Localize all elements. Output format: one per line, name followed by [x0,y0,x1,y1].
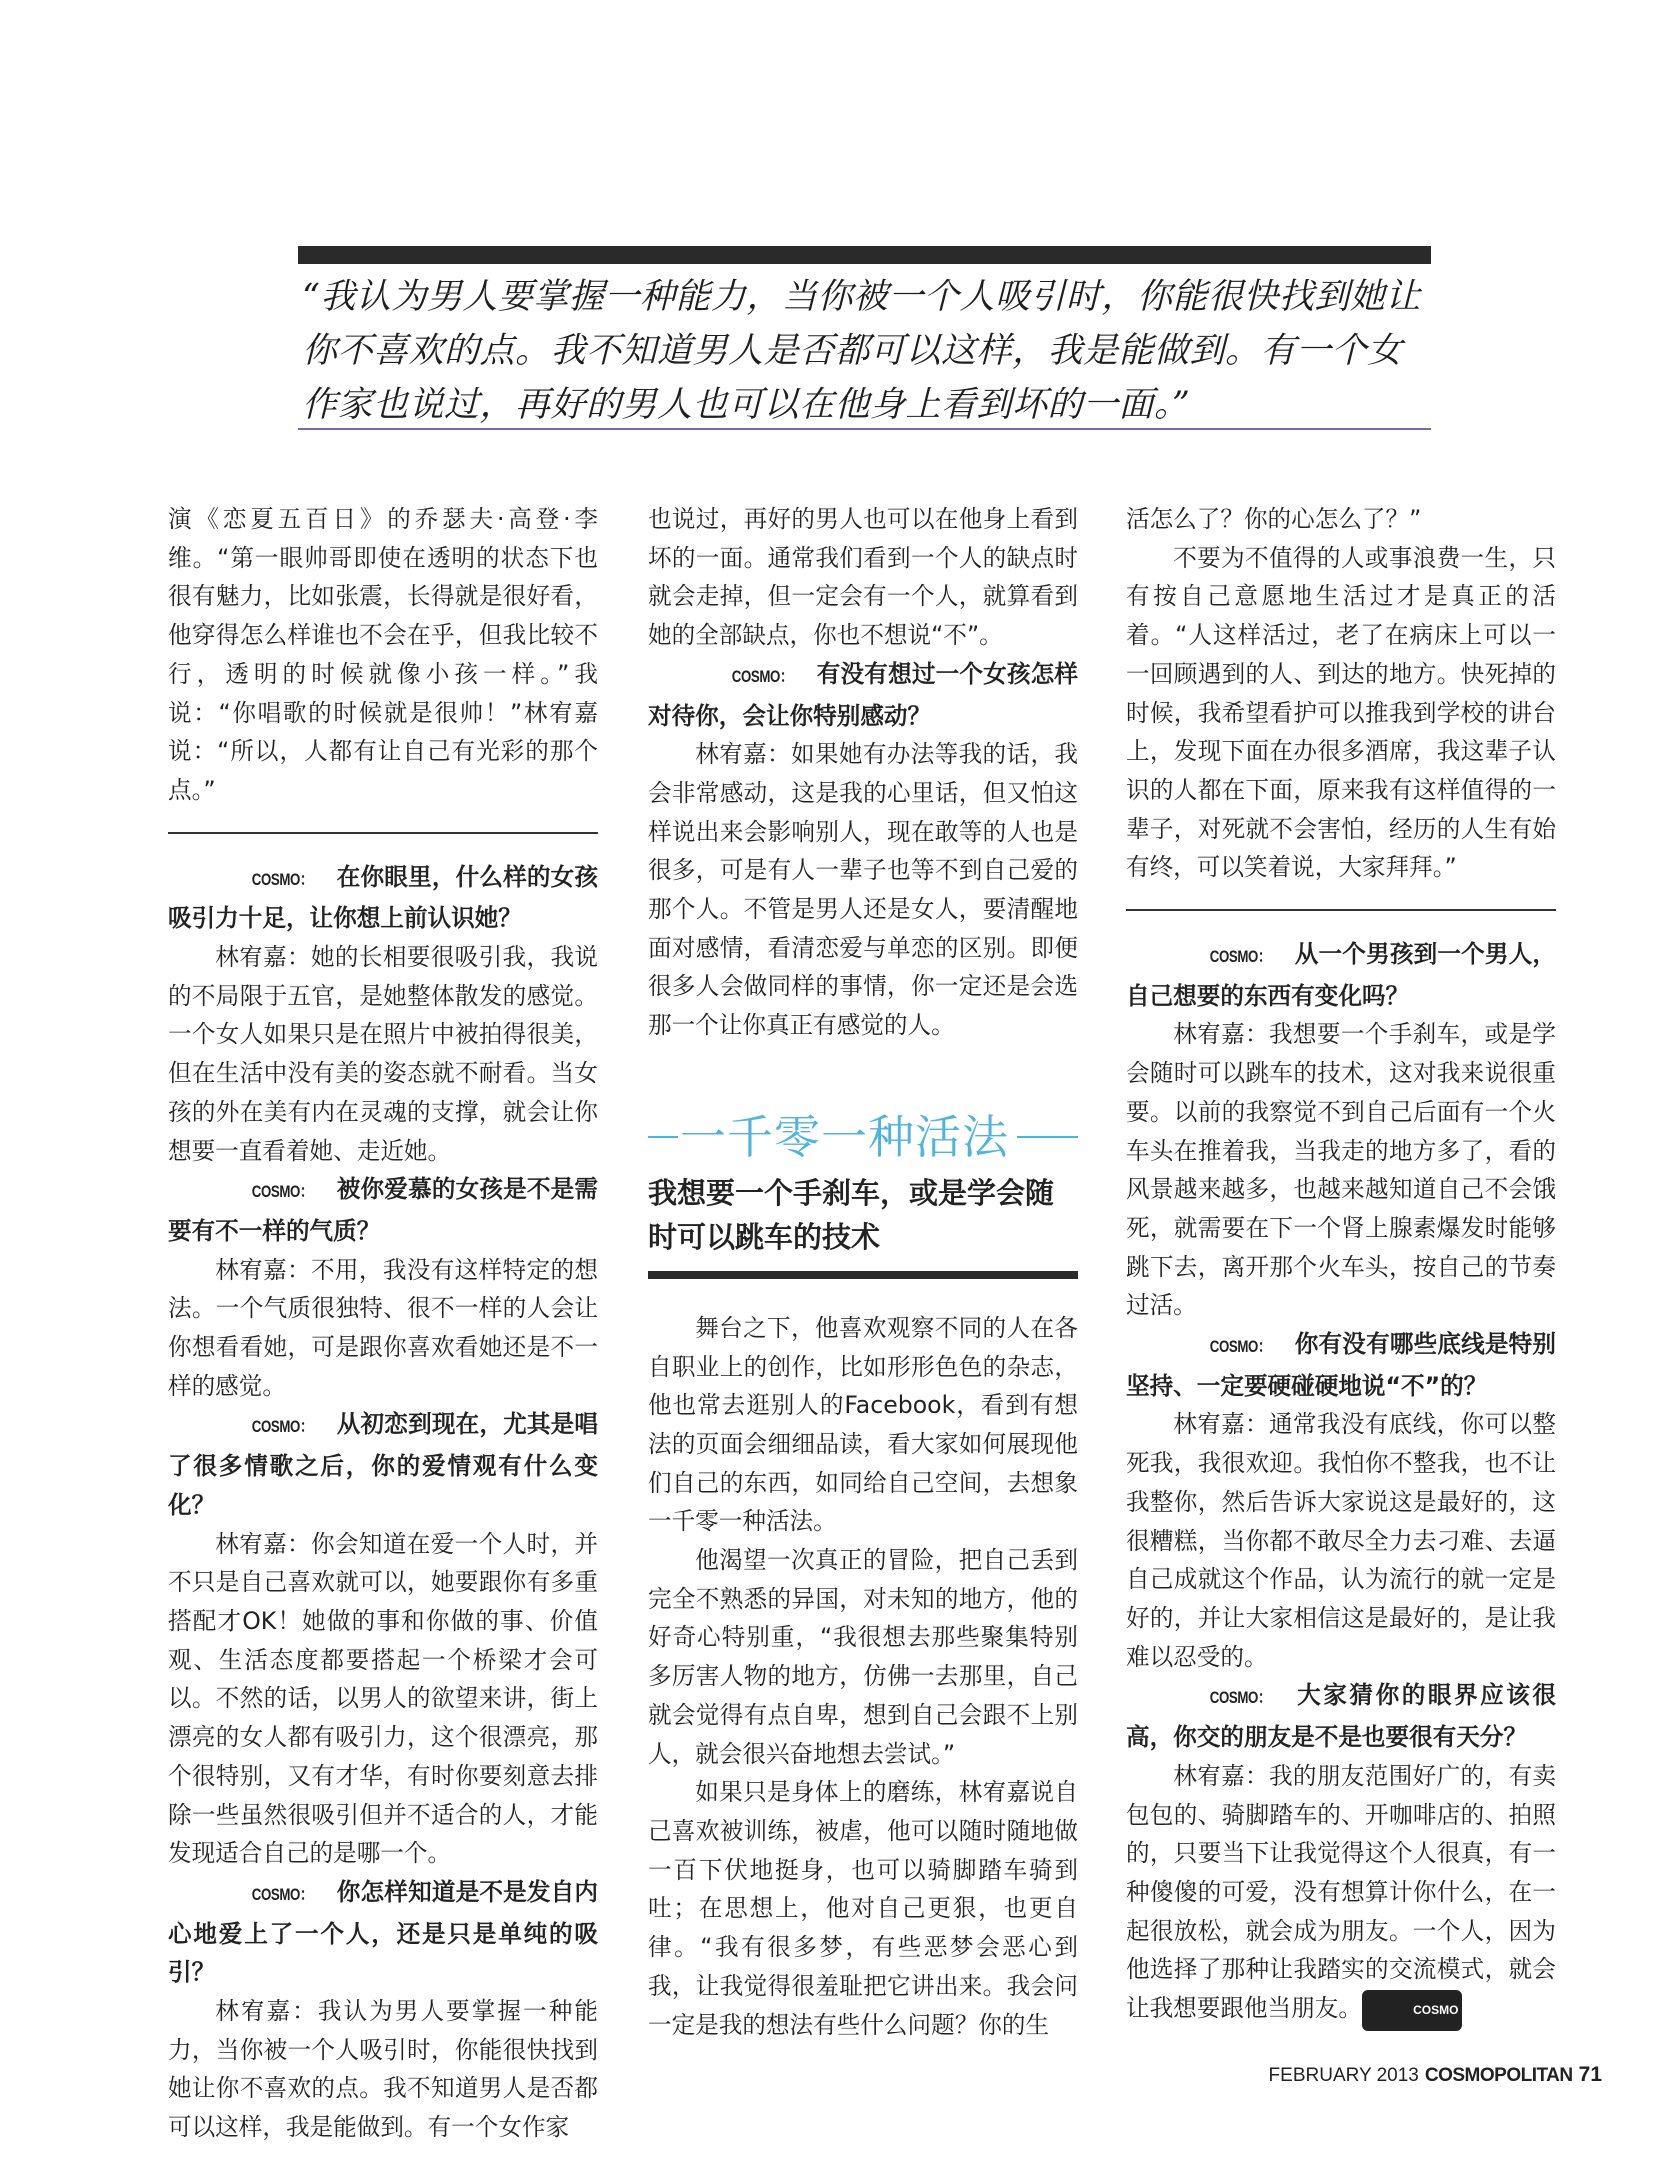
interview-question: COSMO： 有没有想过一个女孩怎样对待你，会让你特别感动？ [648,659,1078,730]
cosmo-label: COSMO： [1209,1688,1272,1708]
paragraph: 也说过，再好的男人也可以在他身上看到坏的一面。通常我们看到一个人的缺点时就会走掉，但一定会有一个人，就算看到她的全部缺点，你也不想说“不”。 [648,505,1078,650]
interview-answer: 林宥嘉：她的长相要很吸引我，我说的不局限于五官，是她整体散发的感觉。一个女人如果只是在照片中被拍得很美，但在生活中没有美的姿态就不耐看。当女孩的外在美有内在灵魂的支撑，就会让你想要一直看着她、走近她。 [168,943,598,1165]
section-header-bar [648,1271,1078,1279]
interview-question: COSMO： 你有没有哪些底线是特别坚持、一定要硬碰硬地说“不”的？ [1126,1330,1556,1400]
interview-answer: 林宥嘉：我的朋友范围好广的，有卖包包的、骑脚踏车的、开咖啡店的、拍照的，只要当下让我觉得这个人很真，有一种傻傻的可爱，没有想算计你什么，在一起很放松，就会成为朋友。一个人，因为他选择了那种让我踏实的交流模式，就会让我想要跟他当朋友。 COSMO [1126,1757,1556,2031]
section-title-dash [1017,1136,1078,1138]
cosmo-label: COSMO： [251,1417,314,1437]
interview-answer: 林宥嘉：如果她有办法等我的话，我会非常感动，这是我的心里话，但又怕这样说出来会影响别人，现在敢等的人也是很多，可是有人一辈子也等不到自己爱的那个人。不管是男人还是女人，要清醒地面对感情，看清恋爱与单恋的区别。即便很多人会做同样的事情，你一定还是会选那一个让你真正有感觉的人。 [648,740,1078,1040]
pull-quote-bottom-rule [298,428,1431,430]
paragraph: 舞台之下，他喜欢观察不同的人在各自职业上的创作，比如形形色色的杂志，他也常去逛别人的Facebook，看到有想法的页面会细细品读，看大家如何展现他们自己的东西，如同给自己空间，去想象一千零一种活法。 [648,1313,1078,1536]
section-title: 一千零一种活法 [680,1109,1009,1164]
divider [1126,909,1556,911]
article-column-2 [648,500,1078,2044]
paragraph: 他渴望一次真正的冒险，把自己丢到完全不熟悉的异国，对未知的地方，他的好奇心特别重，“我很想去那些聚集特别多厉害人物的地方，仿佛一去那里，自己就会觉得有点自卑，想到自己会跟不上别人，就会很兴奋地想去尝试。” [648,1546,1078,1768]
interview-answer: 林宥嘉：通常我没有底线，你可以整死我，我很欢迎。我怕你不整我，也不让我整你，然后告诉大家说这是最好的，这很糟糕，当你都不敢尽全力去刁难、去逼自己成就这个作品，认为流行的就一定是好的，并让大家相信这是最好的，是让我难以忍受的。 [1126,1410,1556,1671]
page-footer [1269,2063,1602,2087]
interview-question: COSMO： 被你爱慕的女孩是不是需要有不一样的气质？ [168,1175,598,1245]
section-subtitle: 我想要一个手刹车，或是学会随时可以跳车的技术 [648,1175,1055,1254]
cosmo-label: COSMO： [1209,947,1272,967]
paragraph: 演《恋夏五百日》的乔瑟夫·高登·李维。“第一眼帅哥即使在透明的状态下也很有魅力，比如张震，长得就是很好看，他穿得怎么样谁也不会在乎，但我比较不行，透明的时候就像小孩一样。”我说：“你唱歌的时候就是很帅！”林宥嘉说：“所以，人都有让自己有光彩的那个点。” [168,505,598,804]
interview-question: COSMO： 大家猜你的眼界应该很高，你交的朋友是不是也要很有天分？ [1126,1681,1556,1752]
cosmo-end-mark: COSMO [1362,1990,1463,2031]
section-title-dash [648,1136,678,1138]
page-number: 71 [1578,2063,1602,2086]
section-header [648,1107,1078,1279]
issue-date: FEBRUARY 2013 [1268,2065,1419,2086]
pull-quote-top-bar [298,246,1431,264]
interview-answer: 林宥嘉：我认为男人要掌握一种能力，当你被一个人吸引时，你能很快找到她让你不喜欢的点。我不知道男人是否都可以这样，我是能做到。有一个女作家 [168,1997,598,2142]
divider [168,832,598,834]
cosmo-label: COSMO： [251,1182,314,1202]
cosmo-label: COSMO： [731,666,794,686]
paragraph: 活怎么了？你的心怎么了？” [1126,505,1422,533]
pull-quote: “我认为男人要掌握一种能力，当你被一个人吸引时，你能很快找到她让你不喜欢的点。我不知道男人是否都可以这样，我是能做到。有一个女作家也说过，再好的男人也可以在他身上看到坏的一面。” [302,277,1421,425]
article-column-1 [168,500,598,2147]
magazine-name: COSMOPOLITAN [1424,2065,1573,2086]
paragraph: 如果只是身体上的磨练，林宥嘉说自己喜欢被训练，被虐，他可以随时随地做一百下伏地挺身，也可以骑脚踏车骑到吐；在思想上，他对自己更狠，也更自律。“我有很多梦，有些恶梦会恶心到我，让我觉得很羞耻把它讲出来。我会问一定是我的想法有些什么问题？你的生 [648,1778,1078,2039]
cosmo-label: COSMO： [1209,1337,1272,1357]
interview-answer: 林宥嘉：我想要一个手刹车，或是学会随时可以跳车的技术，这对我来说很重要。以前的我察觉不到自己后面有一个火车头在推着我，当我走的地方多了，看的风景越来越多，也越来越知道自己不会饿死，就需要在下一个肾上腺素爆发时能够跳下去，离开那个火车头，按自己的节奏过活。 [1126,1020,1556,1320]
article-column-3 [1126,500,1556,2031]
cosmo-label: COSMO： [251,1884,314,1904]
interview-question: COSMO： 在你眼里，什么样的女孩吸引力十足，让你想上前认识她？ [168,862,598,933]
paragraph: 不要为不值得的人或事浪费一生，只有按自己意愿地生活过才是真正的活着。“人这样活过，老了在病床上可以一一回顾遇到的人、到达的地方。快死掉的时候，我希望看护可以推我到学校的讲台上，发现下面在办很多酒席，我这辈子认识的人都在下面，原来我有这样值得的一辈子，对死就不会害怕，经历的人生有始有终，可以笑着说，大家拜拜。” [1126,543,1556,882]
cosmo-label: COSMO： [251,869,314,889]
interview-question: COSMO： 从一个男孩到一个男人，自己想要的东西有变化吗？ [1126,940,1556,1010]
interview-question: COSMO： 你怎样知道是不是发自内心地爱上了一个人，还是只是单纯的吸引？ [168,1877,598,1987]
interview-answer: 林宥嘉：不用，我没有这样特定的想法。一个气质很独特、很不一样的人会让你想看看她，可是跟你喜欢看她还是不一样的感觉。 [168,1255,598,1400]
interview-answer: 林宥嘉：你会知道在爱一个人时，并不只是自己喜欢就可以，她要跟你有多重搭配才OK！她做的事和你做的事、价值观、生活态度都要搭起一个桥梁才会可以。不然的话，以男人的欲望来讲，街上漂亮的女人都有吸引力，这个很漂亮，那个很特别，又有才华，有时你要刻意去排除一些虽然很吸引但并不适合的人，才能发现适合自己的是哪一个。 [168,1529,598,1868]
interview-question: COSMO： 从初恋到现在，尤其是唱了很多情歌之后，你的爱情观有什么变化？ [168,1410,598,1519]
